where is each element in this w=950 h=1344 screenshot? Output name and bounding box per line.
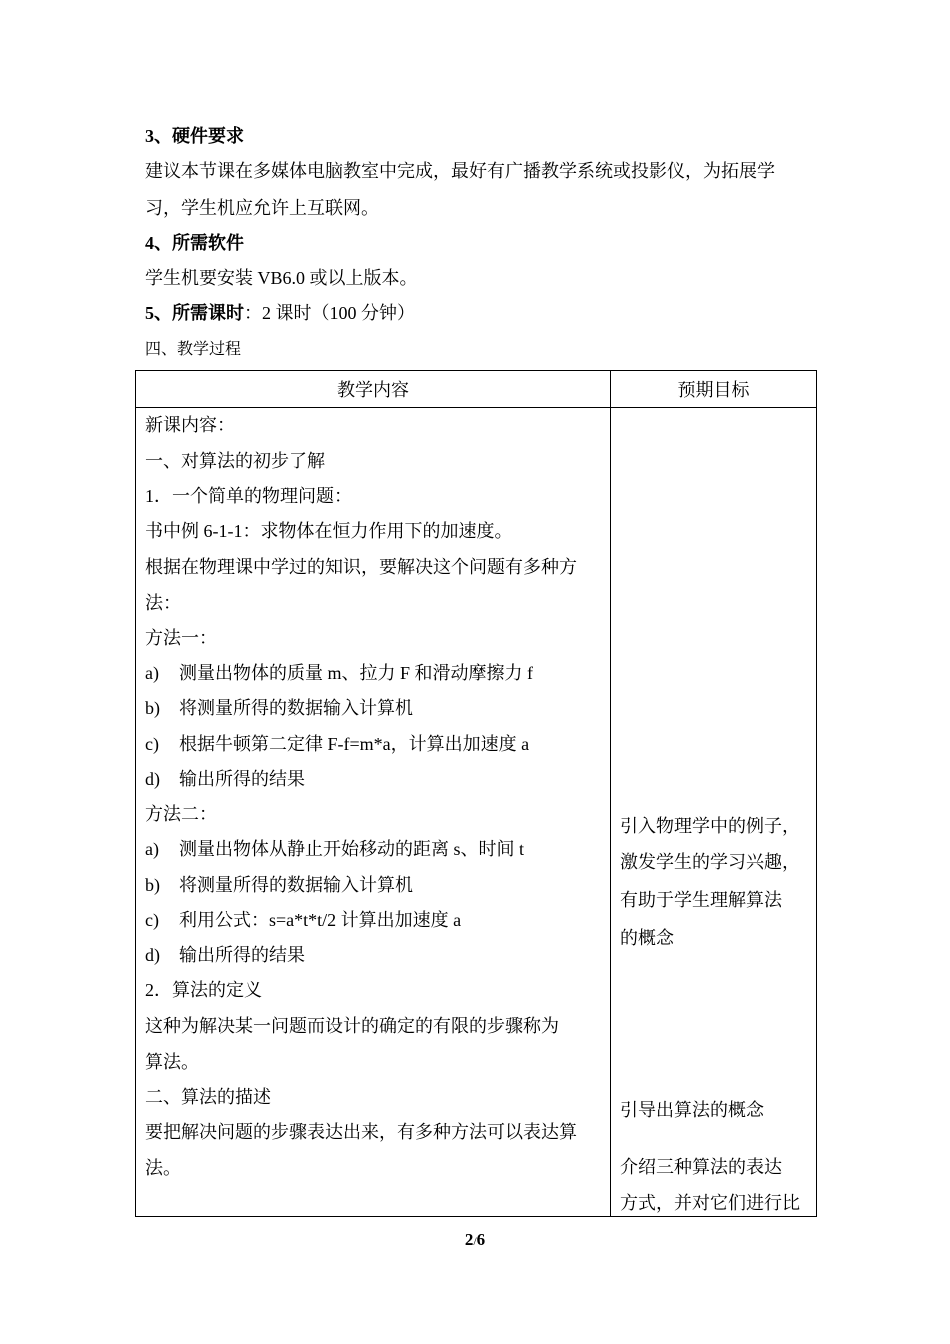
content-line: 1．一个简单的物理问题： [145,486,352,506]
goal-line: 引入物理学中的例子， [620,816,800,836]
table-row [136,408,817,1217]
page-number [0,1230,950,1250]
list-item: b) 将测量所得的数据输入计算机 [145,875,413,895]
goal-line: 方式，并对它们进行比 [620,1193,800,1213]
goal-line: 激发学生的学习兴趣， [620,852,800,872]
method-2-title: 方法二： [145,804,217,824]
list-item: c) 利用公式：s=a*t*t/2 计算出加速度 a [145,910,462,930]
content-line: 2．算法的定义 [145,980,262,1000]
teaching-process-table [135,370,817,1217]
list-item: d) 输出所得的结果 [145,945,305,965]
hardware-text-line-1: 建议本节课在多媒体电脑教室中完成，最好有广播教学系统或投影仪，为拓展学 [145,161,775,181]
content-line: 书中例 6-1-1：求物体在恒力作用下的加速度。 [145,521,513,541]
hours-value: ：2 课时（100 分钟） [244,303,415,323]
software-text: 学生机要安装 VB6.0 或以上版本。 [145,268,418,288]
goal-line: 的概念 [620,928,674,948]
page-total: 6 [476,1230,486,1249]
content-line: 算法。 [145,1052,199,1072]
content-line: 法： [145,593,181,613]
goal-cell [611,408,817,1217]
content-cell [136,408,611,1217]
header-content: 教学内容 [136,371,611,408]
content-line: 这种为解决某一问题而设计的确定的有限的步骤称为 [145,1016,559,1036]
page-current: 2 [464,1230,474,1249]
header-goal: 预期目标 [611,371,817,408]
content-line: 一、对算法的初步了解 [145,451,325,471]
goal-line: 引导出算法的概念 [620,1100,764,1120]
content-line: 要把解决问题的步骤表达出来，有多种方法可以表达算 [145,1122,577,1142]
list-item: d) 输出所得的结果 [145,769,305,789]
hours-line [145,304,415,322]
method-1-title: 方法一： [145,628,217,648]
content-line: 二、算法的描述 [145,1087,271,1107]
software-heading: 4、所需软件 [145,233,244,253]
goal-line: 介绍三种算法的表达 [620,1157,782,1177]
hours-heading: 5、所需课时 [145,303,244,323]
list-item: c) 根据牛顿第二定律 F-f=m*a，计算出加速度 a [145,734,530,754]
page-separator: / [473,1234,477,1248]
list-item: a) 测量出物体的质量 m、拉力 F 和滑动摩擦力 f [145,663,534,683]
hardware-heading: 3、硬件要求 [145,126,244,146]
content-line: 法。 [145,1158,181,1178]
goal-line: 有助于学生理解算法 [620,890,782,910]
content-line: 新课内容： [145,415,235,435]
process-heading: 四、教学过程 [145,341,242,358]
content-line: 根据在物理课中学过的知识，要解决这个问题有多种方 [145,557,577,577]
list-item: b) 将测量所得的数据输入计算机 [145,698,413,718]
hardware-text-line-2: 习，学生机应允许上互联网。 [145,198,379,218]
table-header-row [136,371,817,408]
list-item: a) 测量出物体从静止开始移动的距离 s、时间 t [145,839,525,859]
